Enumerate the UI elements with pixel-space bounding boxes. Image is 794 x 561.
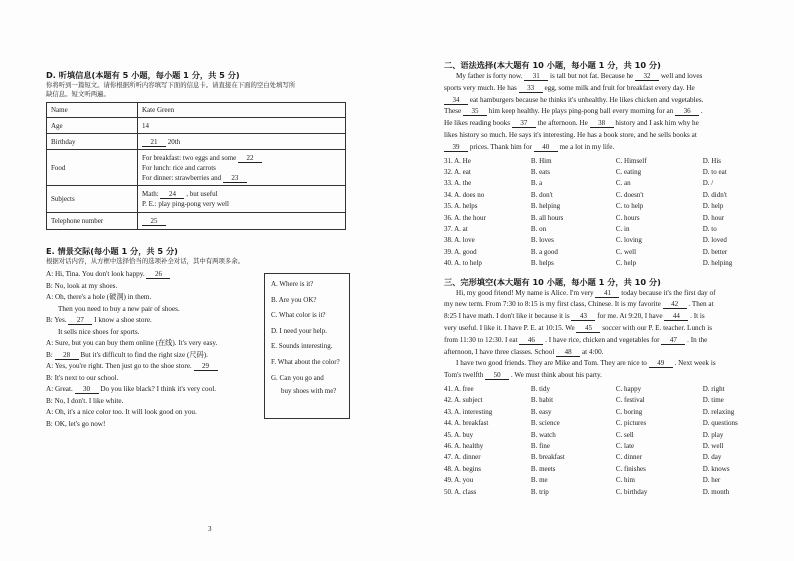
answer-blank[interactable]: 23 [223,174,247,183]
option-row [444,156,762,167]
option-row [444,258,762,269]
dialog-line: B: OK, let's go now! [46,419,106,428]
option-choice[interactable]: 40. A. to help [444,259,482,268]
option-choice[interactable]: D. play [702,430,724,439]
info-row [47,150,346,186]
option-g-continuation: buy shoes with me? [281,387,337,396]
option-choice[interactable]: C. in [615,225,630,234]
dialog-line: B: No, look at my shoes. [46,281,118,290]
answer-blank[interactable]: 50 [485,371,509,380]
option-row [444,201,762,212]
info-value: For breakfast: two eggs and some 22 For lunch: rice and carrots For dinner: strawberries and 23 [138,150,346,186]
passage-line: likes history so much. He says it's interesting. He has a book store, and he sells books at [444,130,697,139]
passage-line: Hi, my good friend! My name is Alice. I'm very 41 today because it's the first day of [456,288,716,297]
option-choice[interactable]: D. knows [702,464,730,473]
option-choice[interactable]: C. loving [615,236,642,245]
option-choice[interactable]: D. loved [702,236,727,245]
passage-line: very useful. I like it. I have P. E. at 10:15. We 45 soccer with our P. E. teacher. Lunch is [444,324,713,333]
passage-line: from 11:30 to 12:30. I eat 46 . I have rice, chicken and vegetables for 47 . In the [444,335,708,344]
option-row [444,167,762,178]
answer-blank[interactable]: 30 [75,385,99,394]
option-choice[interactable]: C. festival [615,396,645,405]
answer-blank[interactable]: 44 [664,312,688,321]
option-row [444,430,762,441]
option-row [444,224,762,235]
section-ii-title: 二、语法选择(本大题有 10 小题，每小题 1 分，共 10 分) [444,60,661,70]
answer-blank[interactable]: 25 [142,217,166,226]
answer-blank[interactable]: 33 [519,84,543,93]
answer-blank[interactable]: 45 [576,324,600,333]
dialog-line: It sells nice shoes for sports. [58,327,140,336]
option-choice[interactable]: B. tidy [530,385,550,394]
option-choice[interactable]: 36. A. the hour [444,213,486,222]
info-row [47,103,346,118]
option-choice[interactable]: C. to help [615,202,644,211]
page-number: 3 [208,525,212,533]
dialog-option: E. Sounds interesting. [271,342,333,351]
dialog-option: B. Are you OK? [271,295,317,304]
answer-blank[interactable]: 29 [194,362,218,371]
option-choice[interactable]: B. fine [530,442,550,451]
option-choice[interactable]: 47. A. dinner [444,453,481,462]
answer-blank[interactable]: 21 [142,138,166,147]
option-choice[interactable]: B. me [530,476,548,485]
option-choice[interactable]: C. late [615,442,635,451]
answer-blank[interactable]: 43 [571,312,595,321]
option-choice[interactable]: C. well [615,247,637,256]
answer-blank[interactable]: 39 [444,143,468,152]
option-choice[interactable]: C. Himself [615,156,647,165]
option-choice[interactable]: D. well [702,442,724,451]
option-choice[interactable]: D. help [702,202,724,211]
passage-line: These 35 him keep healthy. He plays ping-pong ball every morning for an 36 . [444,107,703,116]
option-choice[interactable]: 49. A. you [444,476,474,485]
info-value: Kate Green [138,103,346,118]
option-row [444,395,762,406]
option-choice[interactable]: C. birthday [615,487,648,496]
option-row [444,178,762,189]
right-column [444,60,762,498]
answer-blank[interactable]: 27 [68,316,92,325]
dialog-option: D. I need your help. [271,326,327,335]
option-choice[interactable]: 50. A. class [444,487,477,496]
option-choice[interactable]: D. time [702,396,724,405]
option-choice[interactable]: B. breakfast [530,453,565,462]
answer-blank[interactable]: 36 [675,107,699,116]
option-choice[interactable]: B. on [530,225,547,234]
section-d-instruction-1: 你将听到一篇短文。请你根据所听内容填写下面的信息卡。请直接在下面的空白处填写所 [46,81,296,89]
answer-blank[interactable]: 37 [512,119,536,128]
answer-blank[interactable]: 22 [238,154,262,163]
option-choice[interactable]: 39. A. good [444,247,477,256]
grammar-options [444,156,762,270]
option-choice[interactable]: C. eating [615,167,642,176]
option-choice[interactable]: D. better [702,247,728,256]
option-choice[interactable]: D. to [702,225,717,234]
info-label: Age [47,118,138,134]
option-choice[interactable]: C. him [615,476,635,485]
option-choice[interactable]: B. Him [530,156,552,165]
section-iii-title: 三、完形填空(本大题有 10 小题，每小题 1 分，共 10 分) [444,276,661,287]
info-label: Telephone number [47,213,138,230]
option-choice[interactable]: 38. A. love [444,236,475,245]
option-row [444,487,762,498]
passage-line: sports very much. He has 33 egg, some milk and fruit for breakfast every day. He [444,83,695,92]
section-e-title: E. 情景交际(每小题 1 分，共 5 分) [46,246,178,256]
passage-line: 39 prices. Thank him for 40 me a lot in my life. [444,142,762,154]
answer-blank[interactable]: 49 [649,359,673,368]
option-row [444,407,762,418]
option-choice[interactable]: 48. A. begins [444,464,481,473]
passage-line: 8:25 I have math. I don't like it because it is 43 for me. At 9:20, I have 44 . It is [444,312,705,321]
option-choice[interactable]: C. pictures [615,419,647,428]
grammar-passage [444,71,762,154]
passage-line: My father is forty now. 31 is tall but not fat. Because he 32 well and loves [456,72,703,80]
option-choice[interactable]: 45. A. buy [444,430,474,439]
info-value [138,213,346,230]
passage-line: I have two good friends. They are Mike and Tom. They are nice to 49 . Next week is [456,359,716,368]
cloze-options [444,384,762,498]
dialog-option: F. What about the color? [271,357,340,366]
answer-blank[interactable]: 24 [160,190,184,199]
info-label: Name [47,103,138,118]
option-choice[interactable]: D. didn't [702,190,727,199]
dialog-line: B: It's next to our school. [46,373,119,382]
option-choice[interactable]: C. boring [615,407,643,416]
cloze-passage [444,288,762,382]
passage-line: 34 eat hamburgers because he thinks it's unhealthy. He likes chicken and vegetables. [444,95,762,107]
answer-blank[interactable]: 48 [556,348,580,357]
option-choice[interactable]: B. a [530,179,543,188]
answer-blank[interactable]: 32 [635,72,659,81]
dialog-line: A: Yes, you're right. Then just go to the shoe store. 29 [46,361,386,373]
option-choice[interactable]: 43. A. interesting [444,407,493,416]
option-choice[interactable]: 42. A. subject [444,396,483,405]
option-choice[interactable]: D. relaxing [702,407,735,416]
answer-blank[interactable]: 34 [444,96,468,105]
dialog-line: B: No, I don't. I like white. [46,396,124,405]
dialog-line: B: Yes. 27 I know a shoe store. [46,316,152,324]
option-choice[interactable]: 44. A. breakfast [444,419,489,428]
option-choice[interactable]: D. helping [702,259,733,268]
option-choice[interactable]: D. hour [702,213,725,222]
dialog-line: A: Hi, Tina. You don't look happy. 26 [46,269,386,281]
answer-blank[interactable]: 26 [146,270,170,279]
answer-blank[interactable]: 46 [519,336,543,345]
option-row [444,213,762,224]
option-choice[interactable]: B. a good [530,247,558,256]
info-card-table [46,102,346,230]
option-choice[interactable]: C. finishes [615,464,646,473]
option-choice[interactable]: B. meets [530,464,556,473]
info-value: 14 [138,118,346,134]
answer-blank[interactable]: 31 [524,72,548,81]
option-choice[interactable]: D. her [702,476,721,485]
option-choice[interactable]: C. dinner [615,453,642,462]
option-choice[interactable]: D. right [702,385,725,394]
option-choice[interactable]: B. easy [530,407,552,416]
option-choice[interactable]: D. / [702,179,714,188]
dialog-line: B: 28 But it's difficult to find the right size (尺码). [46,350,208,359]
option-choice[interactable]: 37. A. at [444,225,468,234]
section-d-title: D. 听填信息(本题有 5 小题，每小题 1 分，共 5 分) [46,70,240,80]
option-row [444,452,762,463]
option-choice[interactable]: B. science [530,419,560,428]
option-choice[interactable]: B. habit [530,396,554,405]
option-choice[interactable]: 32. A. eat [444,167,471,176]
dialog-line: A: Sure, but you can buy them online (在线). It's very easy. [46,339,218,347]
info-label: Food [47,150,138,186]
option-choice[interactable]: B. watch [530,430,556,439]
option-row [444,235,762,246]
answer-blank[interactable]: 41 [595,289,619,298]
option-row [444,475,762,486]
dialog [46,269,386,430]
passage-line: He likes reading books 37 the afternoon. He 38 history and I ask him why he [444,119,699,128]
option-choice[interactable]: C. sell [615,430,634,439]
option-choice[interactable]: C. hours [615,213,640,222]
option-choice[interactable]: 41. A. free [444,385,474,394]
option-choice[interactable]: B. loves [530,236,554,245]
options-list [271,277,349,386]
dialog-option: A. Where is it? [271,280,314,288]
options-box [264,273,350,419]
info-row [47,134,346,150]
dialog-option: C. What color is it? [271,311,326,320]
info-row [47,213,346,230]
option-row [444,190,762,201]
option-row [444,247,762,258]
info-label: Birthday [47,134,138,150]
answer-blank[interactable]: 42 [663,300,687,309]
info-value: Math: 24 , but useful P. E.: play ping-pong very well [138,186,346,213]
section-d-instruction-2: 缺信息。短文听两遍。 [46,90,110,98]
info-label: Subjects [47,186,138,213]
option-choice[interactable]: C. happy [615,385,642,394]
option-choice[interactable]: D. His [702,156,722,165]
option-choice[interactable]: C. an [615,179,631,188]
option-choice[interactable]: 33. A. the [444,179,472,188]
option-choice[interactable]: D. month [702,487,730,496]
option-choice[interactable]: 31. A. He [444,156,471,165]
option-choice[interactable]: C. help [615,259,637,268]
dialog-line: A: Oh, it's a nice color too. It will look good on you. [46,408,197,416]
answer-blank[interactable]: 35 [463,107,487,116]
option-choice[interactable]: B. all hours [530,213,564,222]
option-choice[interactable]: B. trip [530,487,549,496]
option-choice[interactable]: 46. A. healthy [444,442,484,451]
dialog-line: A: Great. 30 Do you like black? I think it's very cool. [46,385,217,393]
option-choice[interactable]: B. don't [530,190,553,199]
option-choice[interactable]: B. helps [530,259,554,268]
option-row [444,464,762,475]
option-row [444,418,762,429]
answer-blank[interactable]: 28 [55,351,79,360]
option-row [444,441,762,452]
answer-blank[interactable]: 47 [661,336,685,345]
option-choice[interactable]: B. helping [530,202,561,211]
option-choice[interactable]: 34. A. does no [444,190,485,199]
info-row [47,186,346,213]
option-choice[interactable]: D. day [702,453,722,462]
passage-line: my new term. From 7:30 to 8:15 is my first class, Chinese. It is my favorite 42 . Then at [444,300,714,309]
dialog-line: Then you need to buy a new pair of shoes. [58,304,180,313]
option-choice[interactable]: 35. A. helps [444,202,478,211]
answer-blank[interactable]: 40 [534,143,558,152]
dialog-line: A: Oh, there's a hole (破洞) in them. [46,293,152,301]
passage-line: Tom's twelfth 50 . We must think about his party. [444,371,602,380]
option-choice[interactable]: C. doesn't [615,190,644,199]
left-column [46,70,386,430]
info-row [47,118,346,134]
option-row [444,384,762,395]
option-choice[interactable]: D. to eat [702,167,727,176]
passage-line: afternoon, I have three classes. School 48 at 4:00. [444,347,604,356]
option-choice[interactable]: D. questions [702,419,738,428]
section-e-instruction: 根据对话内容，从方框中选择恰当的选项补全对话，其中有两项多余。 [46,257,245,265]
info-value: 21 20th [138,134,346,150]
option-choice[interactable]: B. eats [530,167,550,176]
dialog-option: G. Can you go and [271,373,324,382]
answer-blank[interactable]: 38 [590,119,614,128]
